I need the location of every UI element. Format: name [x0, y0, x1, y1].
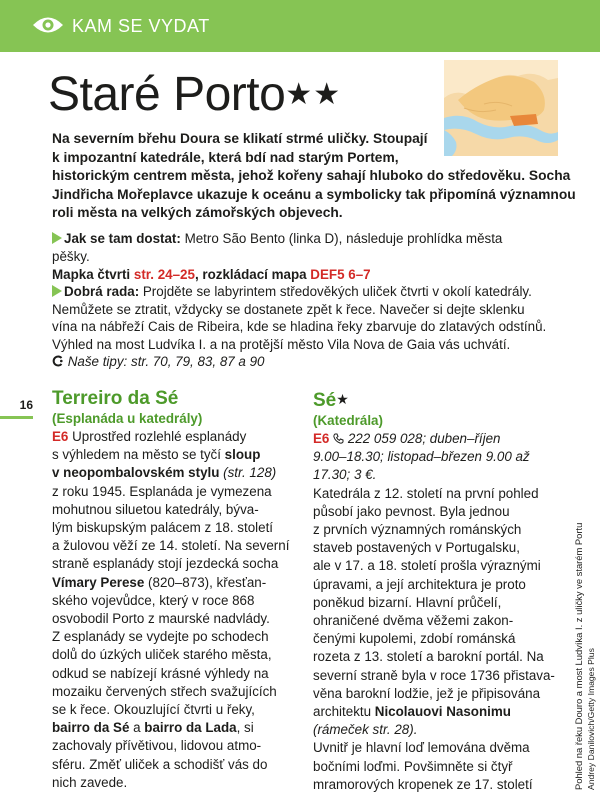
- getting-there-text: Metro São Bento (linka D), následuje prohlídka města: [180, 231, 503, 246]
- body-line: severní straně byla v roce 1736 přistava-: [313, 667, 555, 683]
- grid-reference: E6: [313, 431, 330, 446]
- opening-hours: 17.30; 3 €.: [313, 467, 377, 483]
- highlight-term: Vímary Perese: [52, 574, 145, 590]
- tip-text: Nemůžete se ztratit, vždycky se dostanete zpět k řece. Navečer si dejte sklenku: [52, 301, 525, 317]
- page-title-text: Staré Porto: [48, 68, 286, 121]
- body-line: a žulovou věží ze 14. století. Na severní: [52, 538, 290, 554]
- body-line: odkud se nabízejí krásné výhledy na: [52, 665, 269, 681]
- section-label: KAM SE VYDAT: [72, 16, 210, 36]
- getting-there-label: Jak se tam dostat:: [64, 231, 181, 246]
- article-terreiro-da-se: [52, 388, 292, 792]
- page-title: [48, 66, 341, 124]
- page-number-rule: [0, 416, 33, 419]
- tip-text: vína na nábřeží Cais de Ribeira, kde se hladina řeky zbarvuje do zlatavých odstínů.: [52, 319, 547, 335]
- intro-line: k impozantní katedrále, která bdí nad starým Portem,: [52, 149, 399, 165]
- eye-icon: [32, 14, 64, 41]
- grid-reference: E6: [52, 429, 69, 444]
- article-heading: Terreiro da Sé: [52, 388, 179, 409]
- intro-line: Na severním břehu Doura se klikatí strmé uličky. Stoupají: [52, 131, 428, 146]
- photo-source: Andrey Danilovich/Getty Images Plus: [586, 648, 596, 790]
- body-line: Uprostřed rozlehlé esplanády: [68, 429, 247, 444]
- phone-icon: [333, 431, 344, 446]
- page-reference: (rámeček str. 28).: [313, 722, 418, 738]
- body-line: působí jako pevnost. Byla jednou: [313, 503, 510, 519]
- body-line: úpravami, a její architektura je proto: [313, 576, 526, 592]
- map-ref-middle: , rozkládací mapa: [194, 267, 311, 282]
- body-line: nich zavede.: [52, 774, 128, 790]
- photo-caption: Pohled na řeku Douro a most Ludvíka I. z uličky ve starém Portu: [573, 522, 584, 790]
- opening-hours: 222 059 028; duben–říjen: [347, 431, 501, 446]
- body-line: sféru. Změť uliček a schodišť vás do: [52, 756, 268, 772]
- body-line: rozeta z 13. století a barokní portál. Na: [313, 649, 544, 665]
- article-heading: Sé: [313, 390, 337, 411]
- tip-text: Výhled na most Ludvíka I. a na protější město Vila Nova de Gaia vás uchvátí.: [52, 336, 511, 352]
- article-subheading: (Katedrála): [313, 413, 383, 428]
- body-line: ského vojevůdce, který v roce 868: [52, 592, 255, 608]
- body-line: , si: [236, 720, 254, 736]
- map-reference: [52, 266, 564, 284]
- highlight-term: sloup: [224, 447, 261, 463]
- intro-line: Jindřicha Mořeplavce ukazuje k oceánu a symbolicky tak připomíná významnou: [52, 186, 576, 202]
- tip-text: Projděte se labyrintem středověkých uliček čtvrti v okolí katedrály.: [139, 284, 532, 299]
- highlight-term: bairro da Sé: [52, 720, 130, 736]
- body-line: se k řece. Okouzlující čtvrti u řeky,: [52, 702, 255, 718]
- body-line: čenými kupolemi, zdobí románská: [313, 631, 516, 647]
- map-ref-pages: str. 24–25: [133, 267, 195, 282]
- body-line: osvobodil Porto z maurské nadvlády.: [52, 611, 270, 627]
- body-line: Z esplanády se vydejte po schodech: [52, 629, 269, 645]
- getting-there: [52, 230, 564, 265]
- intro-line: roli města na velkých zámořských objevech.: [52, 205, 343, 221]
- body-line: a: [129, 720, 145, 736]
- article-se-cathedral: [313, 388, 558, 794]
- article-subheading: (Esplanáda u katedrály): [52, 411, 203, 426]
- photo-credit: [572, 460, 598, 790]
- intro-paragraph: [52, 130, 576, 223]
- body-line: architektu: [313, 704, 375, 720]
- body-line: Uvnitř je hlavní loď lemována dvěma: [313, 740, 530, 756]
- body-line: bočními loďmi. Povšimněte si čtyř: [313, 758, 513, 774]
- our-tips-text: Naše tipy: str. 70, 79, 83, 87 a 90: [67, 354, 265, 370]
- body-line: ale v 17. a 18. století prošla výraznými: [313, 558, 541, 574]
- highlight-term: Nicolauovi Nasonimu: [374, 704, 511, 720]
- rating-stars: ★★: [285, 78, 342, 111]
- body-line: (820–873), křesťan-: [144, 574, 267, 590]
- body-line: věna barokní lodžie, jež je připisována: [313, 685, 541, 701]
- body-line: zachovaly přívětivou, lidovou atmo-: [52, 738, 262, 754]
- page-reference: (str. 128): [219, 465, 277, 481]
- tip-label: Dobrá rada:: [64, 284, 140, 299]
- opening-hours: 9.00–18.30; listopad–březen 9.00 až: [313, 449, 530, 465]
- body-line: straně esplanády stojí jezdecká socha: [52, 556, 279, 572]
- body-line: mohutnou siluetou katedrály, býva-: [52, 501, 259, 517]
- map-ref-code: DEF5 6–7: [310, 267, 371, 282]
- section-header-bar: [0, 0, 600, 52]
- highlight-term: bairro da Lada: [144, 720, 237, 736]
- highlight-term: v neopombalovském stylu: [52, 465, 220, 481]
- body-line: dolů do úzkých uliček starého města,: [52, 647, 272, 663]
- body-line: ohraničené dvěma věžemi zakon-: [313, 613, 514, 629]
- body-line: s výhledem na město se tyčí: [52, 447, 225, 463]
- arrow-icon: [52, 232, 62, 244]
- body-line: staveb postavených v Portugalsku,: [313, 540, 520, 556]
- map-ref-prefix: Mapka čtvrti: [52, 267, 134, 282]
- getting-there-text: pěšky.: [52, 248, 90, 264]
- tip-box: [52, 283, 564, 371]
- body-line: poněkud bizarní. Hlavní průčelí,: [313, 594, 502, 610]
- body-line: Katedrála z 12. století na první pohled: [313, 485, 539, 501]
- body-line: lým biskupským palácem z 18. století: [52, 520, 274, 536]
- body-line: z prvních významných románských: [313, 522, 522, 538]
- rating-star: ★: [336, 391, 349, 407]
- body-line: mramorových kropenek ze 17. století: [313, 776, 533, 792]
- body-line: mozaiku červených střech svažujících: [52, 683, 277, 699]
- arrow-icon: [52, 285, 62, 297]
- tips-symbol-icon: [52, 354, 64, 369]
- intro-line: historickým centrem města, jehož kořeny sahají hluboko do středověku. Socha: [52, 168, 571, 184]
- page-number: 16: [19, 398, 33, 412]
- body-line: z roku 1945. Esplanáda je vymezena: [52, 483, 272, 499]
